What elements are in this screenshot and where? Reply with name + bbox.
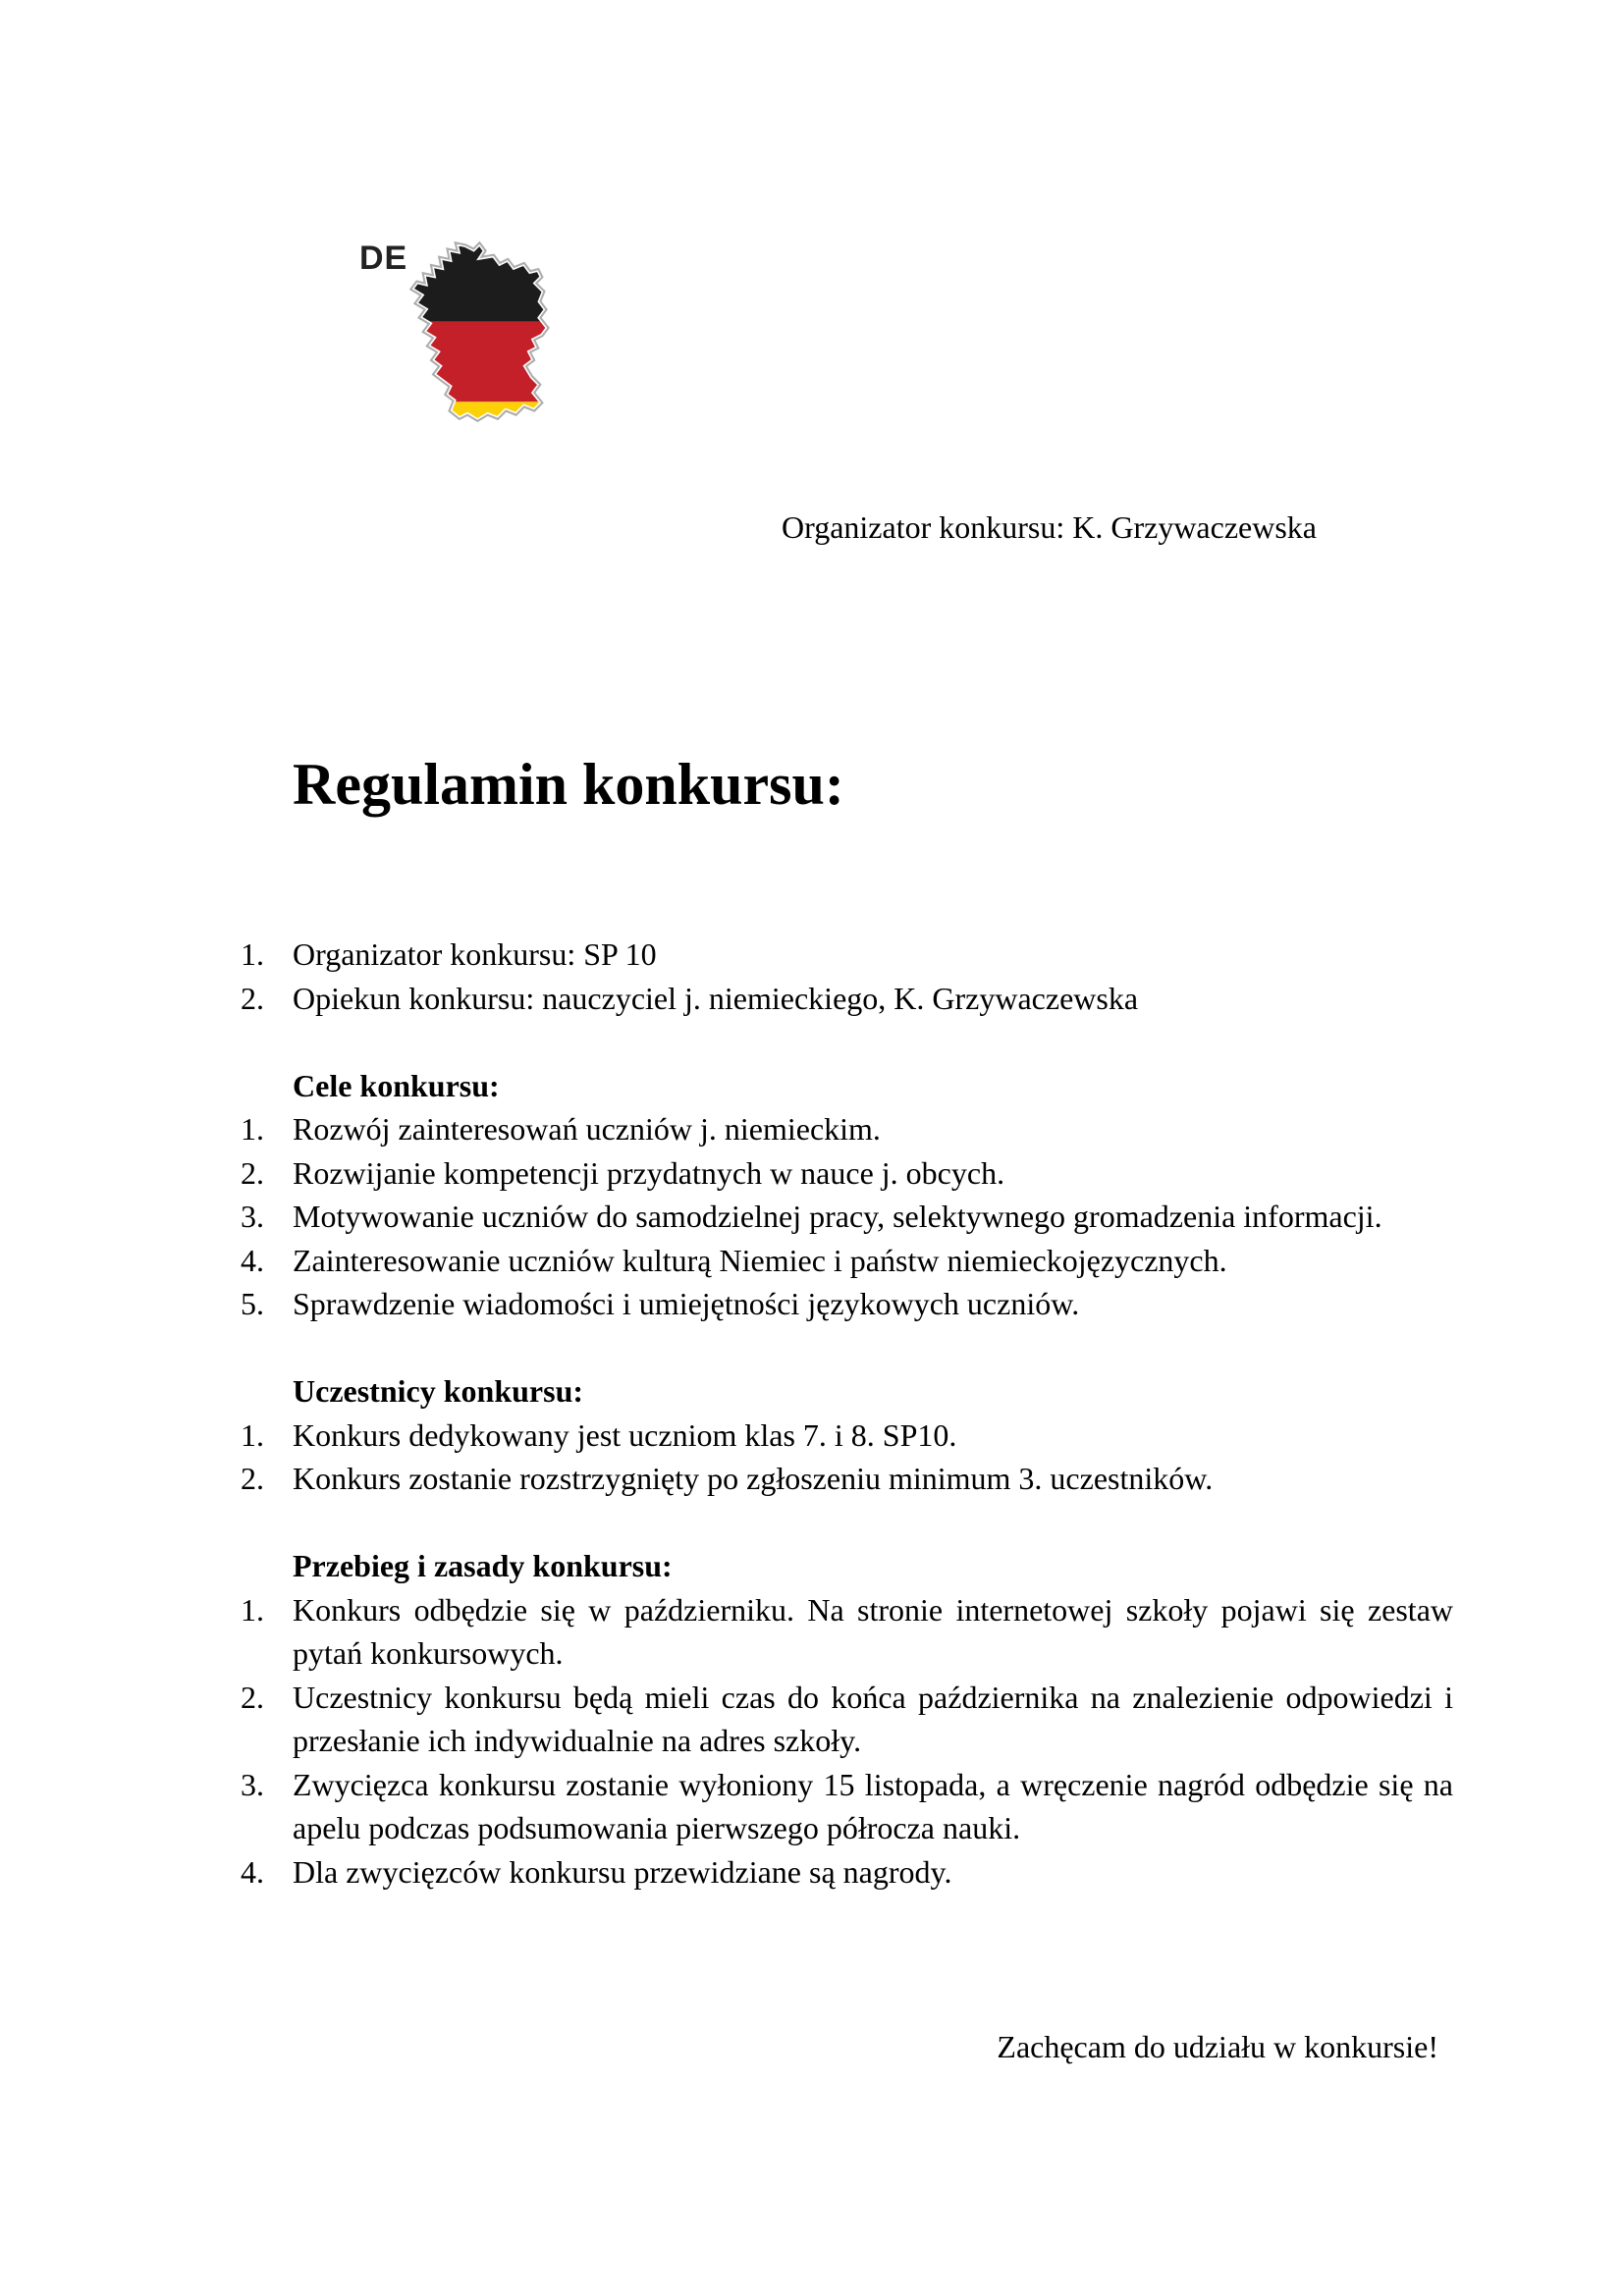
list-item-text: Uczestnicy konkursu będą mieli czas do końca października na znalezienie odpowiedzi i przesłanie ich indywidualnie na adres szkoły. [293,1679,1453,1758]
list-item-number: 5. [241,1286,264,1321]
list-item-text: Konkurs zostanie rozstrzygnięty po zgłoszeniu minimum 3. uczestników. [293,1461,1214,1496]
list-item-number: 3. [241,1199,264,1234]
list-item [241,1414,1453,1458]
germany-map-icon [403,238,560,488]
list-item-number: 2. [241,1679,264,1715]
list-item-number: 2. [241,980,264,1016]
germany-logo [353,236,565,486]
list-item-number: 1. [241,1591,264,1628]
list-item-number: 4. [241,1853,264,1890]
list-item-number: 1. [241,1416,264,1453]
de-label: DE [359,240,408,277]
list-item-number: 3. [241,1766,264,1802]
list-item [241,1239,1453,1283]
list-item [241,1588,1453,1676]
list-item-text: Opiekun konkursu: nauczyciel j. niemieckiego, K. Grzywaczewska [293,980,1139,1016]
list-item [241,1282,1453,1326]
list-item-text: Motywowanie uczniów do samodzielnej pracy, selektywnego gromadzenia informacji. [293,1199,1382,1234]
list-item-text: Zwycięzca konkursu zostanie wyłoniony 15 listopada, a wręczenie nagród odbędzie się na apelu podczas podsumowania pierwszego półrocza nauki. [293,1766,1453,1845]
list-item [241,1151,1453,1196]
list-item-number: 2. [241,1461,264,1496]
list-item-text: Konkurs dedykowany jest uczniom klas 7. i 8. SP10. [293,1416,957,1453]
list-item-number: 1. [241,1111,264,1147]
list-item-text: Dla zwycięzców konkursu przewidziane są nagrody. [293,1853,952,1890]
list-item-text: Rozwijanie kompetencji przydatnych w nauce j. obcych. [293,1154,1005,1191]
list-item [241,1107,1453,1151]
list-item-number: 1. [241,936,264,972]
list-item-number: 4. [241,1242,264,1278]
list-item [241,1676,1453,1763]
list-item-text: Organizator konkursu: SP 10 [293,936,657,972]
list-item-number: 2. [241,1154,264,1191]
organizer-line: Organizator konkursu: K. Grzywaczewska [782,509,1317,545]
list-item-text: Sprawdzenie wiadomości i umiejętności językowych uczniów. [293,1286,1080,1321]
document-body [241,933,1453,2068]
closing-line: Zachęcam do udziału w konkursie! [997,2028,1438,2064]
section-heading-uczestnicy: Uczestnicy konkursu: [293,1373,584,1409]
section-heading-cele: Cele konkursu: [293,1067,500,1103]
list-item [241,1850,1453,1895]
list-item [241,1457,1453,1501]
list-item [241,977,1453,1021]
list-item [241,1195,1453,1239]
list-item-text: Zainteresowanie uczniów kulturą Niemiec i państw niemieckojęzycznych. [293,1242,1227,1278]
list-item [241,933,1453,977]
page-title: Regulamin konkursu: [293,752,844,817]
list-item-text: Rozwój zainteresowań uczniów j. niemieckim. [293,1111,881,1147]
section-heading-przebieg: Przebieg i zasady konkursu: [293,1548,673,1583]
list-item [241,1763,1453,1850]
list-item-text: Konkurs odbędzie się w październiku. Na stronie internetowej szkoły pojawi się zestaw pytań konkursowych. [293,1591,1453,1671]
